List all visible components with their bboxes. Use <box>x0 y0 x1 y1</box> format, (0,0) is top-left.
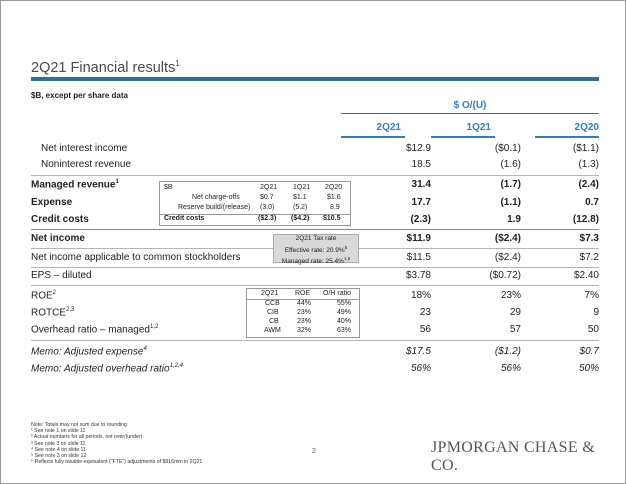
divider <box>31 175 599 176</box>
value-2q20: 50 <box>587 324 599 335</box>
value-2q21: $12.9 <box>405 143 431 154</box>
value-2q21: 56 <box>419 324 431 335</box>
divider <box>31 285 599 286</box>
column-header-2q20: 2Q20 <box>574 122 599 133</box>
value-2q21: 18% <box>410 290 431 301</box>
column-header-2q21: 2Q21 <box>376 122 401 133</box>
tax-rate-box <box>273 234 359 266</box>
seg-roe: 23% <box>297 318 312 325</box>
row-label: Net interest income <box>41 143 128 154</box>
seg-header-oh: O/H ratio <box>323 290 352 297</box>
value-2q21: (2.3) <box>410 214 431 225</box>
over-under-divider <box>341 113 599 114</box>
divider <box>31 267 599 268</box>
footnote: ⁴ See note 4 on slide 11 <box>31 446 86 453</box>
box-row-label: Credit costs <box>164 215 205 222</box>
title-underline <box>31 77 599 81</box>
box-cell: (3.0) <box>260 204 275 211</box>
seg-name: CIB <box>267 309 279 316</box>
box-cell: $0.7 <box>260 194 274 201</box>
column-underline-1q21 <box>431 136 495 138</box>
footnote: ³ See note 3 on slide 11 <box>31 440 86 447</box>
value-1q21: ($0.1) <box>494 143 521 154</box>
row-eps-diluted <box>31 270 599 286</box>
row-label: Noninterest revenue <box>41 159 132 170</box>
seg-roe: 32% <box>297 327 312 334</box>
column-underline-2q20 <box>535 136 599 138</box>
seg-name: CCB <box>265 300 280 307</box>
box-cell: 8.9 <box>330 204 340 211</box>
tax-rate-title: 2Q21 Tax rate <box>295 235 337 242</box>
value-2q21: 17.7 <box>411 197 431 208</box>
value-1q21: (1.6) <box>500 159 521 170</box>
units-subtitle: $B, except per share data <box>31 91 128 100</box>
slide-title: 2Q21 Financial results$^1$ <box>31 59 180 76</box>
box-cell: ($2.3) <box>258 215 277 222</box>
value-1q21: 23% <box>500 290 521 301</box>
column-underline-2q21 <box>341 136 405 138</box>
footnote: ⁶ Reflects fully taxable-equivalent ("FTE") adjustments of $916mm in 2Q21 <box>31 459 203 466</box>
seg-header-roe: ROE <box>295 290 311 297</box>
box-header-2q20: 2Q20 <box>325 184 343 191</box>
value-1q21: 1.9 <box>507 214 521 225</box>
box-header-1q21: 1Q21 <box>293 184 311 191</box>
value-2q20: $7.3 <box>579 233 599 244</box>
segment-roe-box <box>246 288 360 338</box>
divider <box>31 340 599 341</box>
page-number: 2 <box>312 448 316 455</box>
seg-oh: 63% <box>337 327 352 334</box>
value-1q21: ($2.4) <box>494 233 521 244</box>
value-1q21: 29 <box>509 307 521 318</box>
footnote: ⁵ See note 3 on slide 12 <box>31 453 87 460</box>
value-1q21: (1.1) <box>500 197 521 208</box>
row-memo-adjusted-overhead <box>31 363 599 379</box>
row-label: Memo: Adjusted overhead ratio$^{1,2,4}$ <box>31 363 183 375</box>
box-row-label: Net charge-offs <box>192 194 240 201</box>
value-1q21: ($1.2) <box>494 346 521 357</box>
value-2q21: 31.4 <box>411 179 431 190</box>
box-header-2q21: 2Q21 <box>260 184 278 191</box>
row-noninterest-revenue <box>31 159 599 175</box>
value-2q21: $3.78 <box>405 270 431 281</box>
value-2q20: (1.3) <box>578 159 599 170</box>
box-cell: (5.2) <box>293 204 308 211</box>
seg-name: CB <box>269 318 279 325</box>
value-2q20: $0.7 <box>579 346 599 357</box>
company-logo: JPMORGAN CHASE & CO. <box>431 439 595 474</box>
value-2q20: (12.8) <box>572 214 599 225</box>
effective-rate: Effective rate: 20.9%$^5$ <box>284 244 348 254</box>
box-cell: $1.1 <box>293 194 307 201</box>
row-label: Net income <box>31 233 85 244</box>
value-2q20: 0.7 <box>585 197 599 208</box>
box-cell: $10.5 <box>323 215 341 222</box>
value-2q21: 56% <box>410 363 431 374</box>
seg-oh: 55% <box>337 300 352 307</box>
box-header-unit: $B <box>164 184 173 191</box>
value-1q21: ($0.72) <box>489 270 521 281</box>
row-label: Managed revenue$^1$ <box>31 179 119 191</box>
credit-costs-breakdown-box <box>159 181 351 226</box>
value-2q20: 9 <box>593 307 599 318</box>
value-2q20: $2.40 <box>573 270 599 281</box>
seg-roe: 44% <box>297 300 312 307</box>
column-header-1q21: 1Q21 <box>466 122 491 133</box>
row-label: Expense <box>31 197 73 208</box>
value-1q21: (1.7) <box>500 179 521 190</box>
value-1q21: 56% <box>500 363 521 374</box>
value-2q21: 23 <box>419 307 431 318</box>
row-label: ROTCE$^{2,3}$ <box>31 307 75 319</box>
value-2q20: 50% <box>578 363 599 374</box>
value-2q21: 18.5 <box>411 159 431 170</box>
footnote: ¹ See note 1 on slide 11 <box>31 428 86 435</box>
footnote: Note: Totals may not sum due to rounding <box>31 422 127 428</box>
footnote: ² Actual numbers for all periods, not over/(under) <box>31 434 143 441</box>
row-net-interest-income <box>31 143 599 159</box>
value-2q20: ($1.1) <box>572 143 599 154</box>
divider <box>31 229 599 230</box>
value-2q20: (2.4) <box>578 179 599 190</box>
row-label: Overhead ratio – managed$^{1,2}$ <box>31 324 159 336</box>
seg-roe: 23% <box>297 309 312 316</box>
row-label: Net income applicable to common stockholders <box>31 252 241 263</box>
value-1q21: 57 <box>509 324 521 335</box>
row-label: Memo: Adjusted expense$^4$ <box>31 346 147 358</box>
seg-header-period: 2Q21 <box>261 290 279 297</box>
row-label: ROE$^2$ <box>31 290 57 302</box>
seg-oh: 40% <box>337 318 352 325</box>
over-under-label: $ O/(U) <box>453 100 487 111</box>
seg-name: AWM <box>264 327 281 334</box>
value-2q20: $7.2 <box>579 252 599 263</box>
value-2q21: $11.5 <box>406 252 431 263</box>
box-cell: ($4.2) <box>291 215 310 222</box>
seg-oh: 49% <box>337 309 352 316</box>
managed-rate: Managed rate: 25.4%$^{1,5}$ <box>281 256 351 266</box>
row-label: EPS – diluted <box>31 270 92 281</box>
value-2q20: 7% <box>584 290 599 301</box>
value-2q21: $17.5 <box>405 346 431 357</box>
box-cell: $1.6 <box>327 194 341 201</box>
value-2q21: $11.9 <box>406 233 431 244</box>
row-label: Credit costs <box>31 214 89 225</box>
box-row-label: Reserve build/(release) <box>178 204 251 211</box>
footnotes <box>31 422 202 465</box>
row-memo-adjusted-expense <box>31 346 599 362</box>
value-1q21: ($2.4) <box>494 252 521 263</box>
